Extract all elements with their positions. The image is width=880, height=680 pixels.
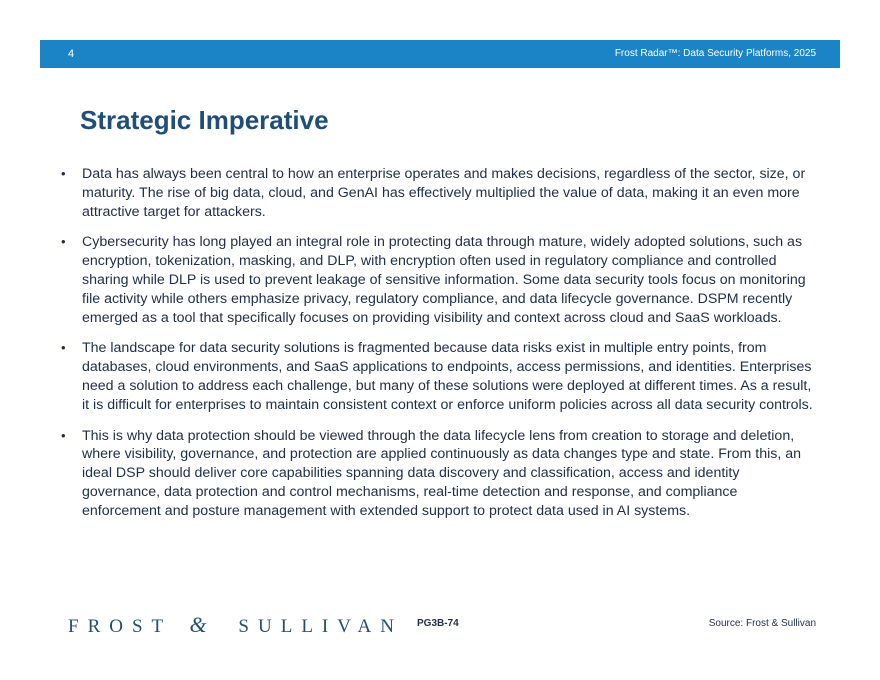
logo-word-frost: FROST bbox=[68, 616, 172, 637]
report-title: Frost Radar™: Data Security Platforms, 2025 bbox=[614, 48, 816, 59]
logo-word-sullivan: SULLIVAN bbox=[238, 616, 403, 637]
bullet-marker: • bbox=[61, 427, 66, 443]
bullet-item bbox=[60, 339, 820, 414]
bullet-text: Data has always been central to how an enterprise operates and makes decisions, regardless of the sector, size, or maturity. The rise of big data, cloud, and GenAI has effectively multiplied the value of data, making it an even more attractive target for attackers. bbox=[82, 166, 806, 220]
bullet-text: Cybersecurity has long played an integral role in protecting data through mature, widely adopted solutions, such as encryption, tokenization, masking, and DLP, with encryption often used in regulatory compliance and controlled sharing while DLP is used to prevent leakage of sensitive information. Some data security tools focus on monitoring file activity while others emphasize privacy, regulatory compliance, and data lifecycle governance. DSPM recently emerged as a tool that specifically focuses on providing visibility and context across cloud and SaaS workloads. bbox=[82, 234, 806, 326]
bullet-text: The landscape for data security solutions is fragmented because data risks exist in multiple entry points, from databases, cloud environments, and SaaS applications to endpoints, access permissions, and identities. Enterprises need a solution to address each challenge, but many of these solutions were deployed at different times. As a result, it is difficult for enterprises to maintain consistent context or enforce uniform policies across all data security controls. bbox=[82, 340, 813, 413]
page-number: 4 bbox=[68, 48, 75, 60]
bullet-item bbox=[60, 427, 820, 521]
bullet-marker: • bbox=[61, 166, 66, 181]
frost-sullivan-logo bbox=[68, 614, 403, 638]
bullet-list bbox=[60, 165, 820, 533]
bullet-marker: • bbox=[61, 234, 66, 250]
bullet-marker: • bbox=[61, 340, 66, 356]
document-code: PG3B-74 bbox=[417, 618, 459, 629]
header-bar bbox=[40, 40, 840, 68]
logo-ampersand: & bbox=[189, 612, 207, 637]
bullet-item bbox=[60, 165, 820, 221]
page-title: Strategic Imperative bbox=[80, 105, 329, 135]
bullet-text: This is why data protection should be viewed through the data lifecycle lens from creation to storage and deletion, where visibility, governance, and protection are applied continuously as data changes type and state. From this, an ideal DSP should deliver core capabilities spanning data discovery and classification, access and identity governance, data protection and control mechanisms, real-time detection and response, and compliance enforcement and posture management with extended support to protect data used in AI systems. bbox=[82, 427, 801, 519]
bullet-item bbox=[60, 233, 820, 327]
source-note: Source: Frost & Sullivan bbox=[708, 618, 816, 629]
